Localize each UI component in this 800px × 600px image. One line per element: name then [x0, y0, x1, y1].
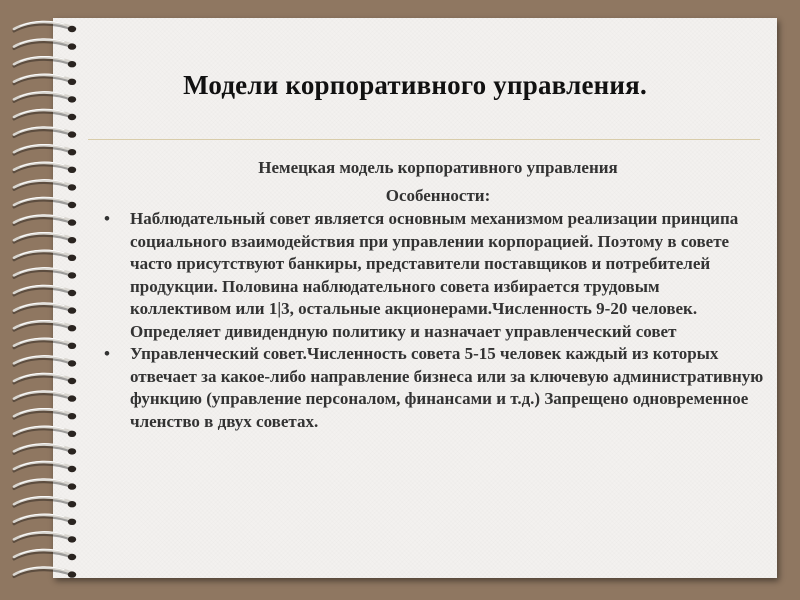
- punch-hole: [68, 131, 76, 137]
- punch-hole: [68, 378, 76, 384]
- list-item: [104, 343, 764, 433]
- punch-hole: [68, 149, 76, 155]
- punch-hole: [68, 431, 76, 437]
- punch-hole: [68, 255, 76, 261]
- punch-hole: [68, 448, 76, 454]
- punch-hole: [68, 571, 76, 577]
- bullet-text: Управленческий совет.Численность совета 5-15 человек каждый из которых отвечает за какое-либо направление бизнеса или за ключевую административную функцию (управление персоналом, финансами и т.д.) Запрещено одновременное членство в двух советах.: [130, 344, 764, 431]
- punch-hole: [68, 536, 76, 542]
- punch-hole: [68, 272, 76, 278]
- punch-hole: [68, 501, 76, 507]
- section-subtitle: Немецкая модель корпоративного управления: [258, 158, 618, 177]
- punch-hole: [68, 343, 76, 349]
- punch-hole: [68, 114, 76, 120]
- bullet-icon: •: [104, 209, 110, 228]
- punch-hole: [68, 61, 76, 67]
- bullet-icon: •: [104, 344, 110, 363]
- features-list: [104, 208, 764, 433]
- punch-hole: [68, 237, 76, 243]
- punch-hole: [68, 26, 76, 32]
- punch-hole: [68, 219, 76, 225]
- punch-hole: [68, 43, 76, 49]
- punch-hole: [68, 466, 76, 472]
- slide-title: Модели корпоративного управления.: [183, 70, 647, 100]
- punch-hole: [68, 325, 76, 331]
- title-divider: [88, 139, 760, 140]
- punch-hole: [68, 307, 76, 313]
- bullet-text: Наблюдательный совет является основным механизмом реализации принципа социального взаимодействия при управлении корпорацией. Поэтому в совете часто присутствуют банкиры, представители поставщиков и потребителей продукции. Половина наблюдательного совета избирается трудовым коллективом или 1|3, остальные акционерами.Численность 9-20 человек. Определяет дивидендную политику и назначает управленческий совет: [130, 209, 739, 341]
- punch-hole: [68, 413, 76, 419]
- punch-hole: [68, 483, 76, 489]
- punch-hole: [68, 554, 76, 560]
- punch-hole: [68, 360, 76, 366]
- punch-hole: [68, 290, 76, 296]
- punch-hole: [68, 519, 76, 525]
- features-heading: Особенности:: [385, 186, 491, 205]
- punch-hole: [68, 395, 76, 401]
- list-item: [104, 208, 764, 343]
